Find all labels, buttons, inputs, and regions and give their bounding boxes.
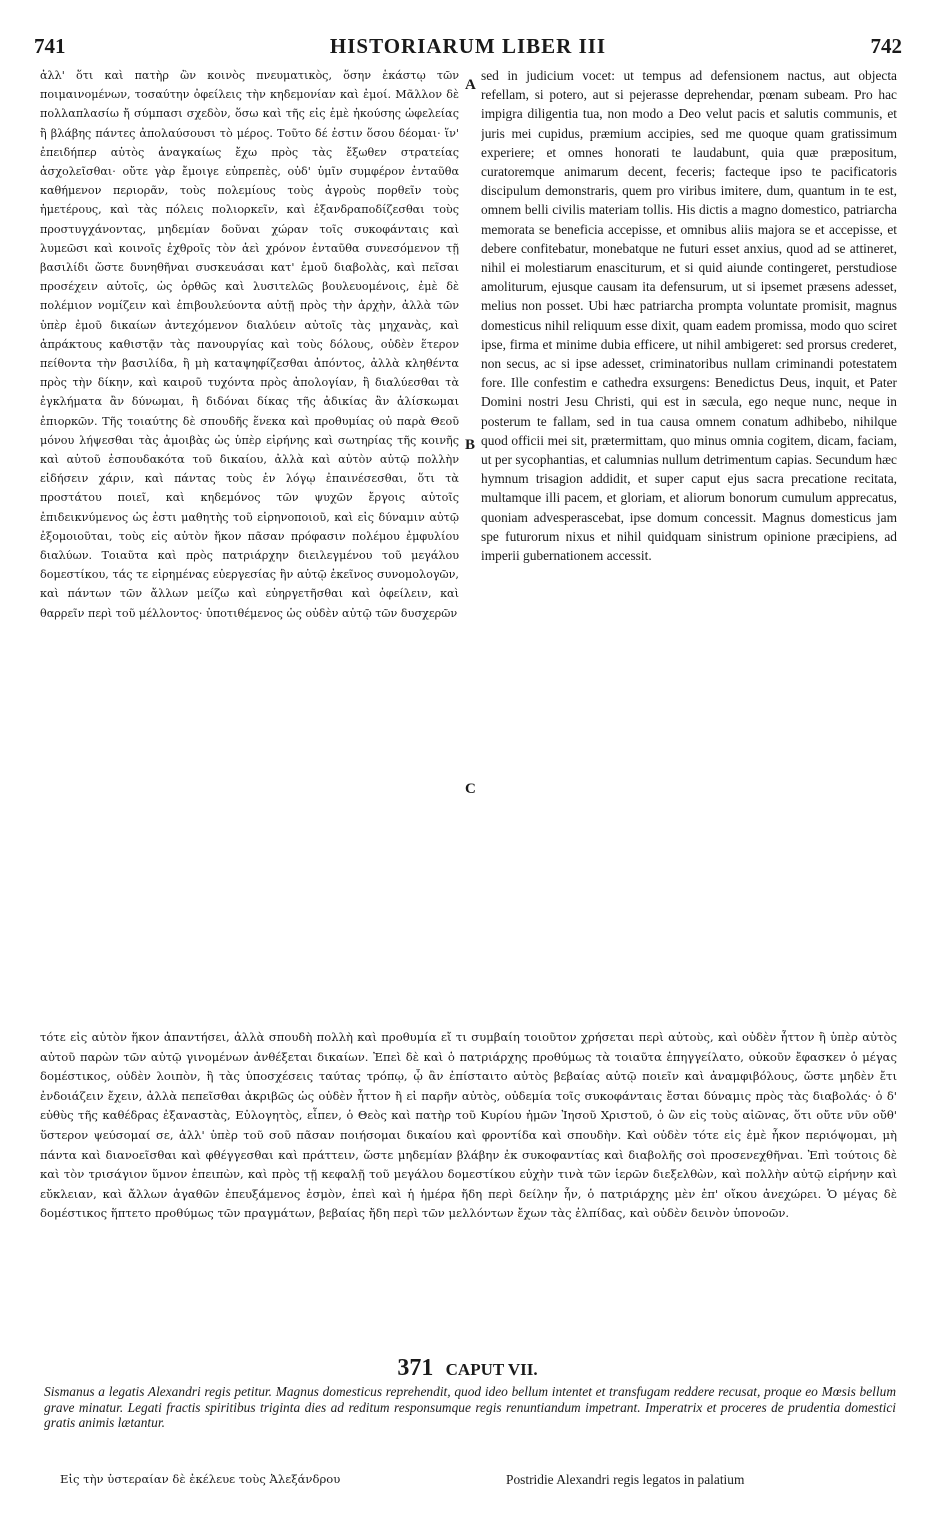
margin-marker-c: C — [465, 781, 476, 797]
chapter-number: 371 — [397, 1355, 434, 1381]
running-head — [34, 34, 902, 60]
latin-column: sed in judicium vocet: ut tempus ad defensionem nactus, aut objecta refellam, si potero, aut si pejerasse deprehendar, pœnam subeam. Pro hac impigra diligentia tua, non modo a Deo velut pacis et salutis communis, et juris mei cupidus, præmium accipies, sed me quoque quam gratissimum experiere; et omnes honorati te laudabunt, quia quæ præpositum, curatoremque animarum decent, feceris; facteque ipso te pacificatoris discipulum demonstraris, quem pro viribus imitere, dum, quantum in te est, omnem belli civilis materiam tollis. His dictis a magno domestico, patriarcha memorata se beneficia accepisse, et omnibus aliis majora se et accepisse, et debere confitebatur, monebatque ne futuri esset anxius, quod ad se attineret, nihil ei molestiarum enasciturum, et si quid aiunde contingeret, perstudiose amoliturum, ejusque causam ita defensurum, ut si ipsemet præsens adesset, melius non posset. Ubi hæc patriarcha prompta voluntate promisit, magnus domesticus nihil reliquum esse dixit, quam eadem promissa, modo quo sciret ipse, firma et minime dubia efficere, ut nihil ambigeret: sed prorsus crederet, non secus, ac si ipse adesset, criminatoribus nullam criminandi potestatem fore. Ille confestim e cathedra exsurgens: Benedictus Deus, inquit, et Pater Domini nostri Jesu Christi, qui est in sæcula, ego neque nunc, neque in posterum te fallam, sed in tua causa omnem conatum adhibebo, nihilque quod officii mei sit, prætermittam, quo minus omnia cogitem, dicam, faciam, ut per sycophantias, et calumnias nullum detrimentum capias. Secundum hæc hymnum trisagion addidit, et super caput ejus sacra precatione recitata, multamque illi pacem, et gloriam, et aliorum bonorum cumulum apprecatus, quoniam advesperascebat, ipse domum concessit. Magnus domesticus jam spe futurorum nixus et nihil quidquam sinistrum opinione præcipiens, ad imperii gubernationem accessit. — [481, 68, 897, 564]
margin-marker-a: A — [465, 77, 476, 93]
chapter-title: CAPUT VII. — [445, 1360, 538, 1379]
chapter-argument: Sismanus a legatis Alexandri regis petitur. Magnus domesticus reprehendit, quod ideo bellum intentet et transfugam reddere recusat, proque eo Mœsis bellum grave minatur. Legati fractis spiritibus triginta dies ad reditum responsumque regis renuntiandum impetrant. Imperatrix et proceres de prudentia domestici gratis animis lætantur. — [44, 1384, 896, 1431]
greek-column: ἀλλ' ὅτι καὶ πατὴρ ὢν κοινὸς πνευματικὸς, ὅσην ἑκάστῳ τῶν ποιμαινομένων, τοσαύτην ὀφείλεις τὴν κηδεμονίαν καὶ ἐμοί. Μᾶλλον δὲ πολλαπλασίω ἤ σύμπασι σχεδὸν, ὅσω καὶ τῆς εἰς ἐμὲ ἠκούσης ὠφελείας ἢ βλάβης πάντες ἀπολαύσουσι τὸ μέρος. Τοῦτο δέ ἐστιν ὅσου δέομαι· ἵν' ἐπειδήπερ αὐτὸς ἀναγκαίως ἔχω πρὸς τὰς ἔξωθεν στρατείας ἀσχολεῖσθαι· οὔτε γὰρ ἔμοιγε εὐπρεπὲς, οὐδ' ὑμῖν συμφέρον ἐνταῦθα καθήμενον περιορᾶν, τοὺς πολεμίους τοὺς ἀγροὺς πορθεῖν τοὺς ἡμετέρους, καὶ τὰς πόλεις πολιορκεῖν, καὶ ἐξανδραποδίζεσθαι τοὺς προστυγχάνοντας, μηδεμίαν δοῦναι χώραν τοῖς συκοφάνταις καὶ λυμεῶσι καὶ κοινοῖς ἐχθροῖς τὸν ἀεὶ χρόνον ἐνταῦθα συνεσόμενον τῇ βασιλίδι ὥστε δυνηθῆναι συσκευάσαι κατ' ἐμοῦ διαβολὰς, καὶ πεῖσαι προσέχειν αὐτοῖς, ὡς ὀρθῶς καὶ λυσιτελῶς βουλευομένοις, ἐμὲ δὲ πολέμιον νομίζειν καὶ ἐπιβουλεύοντα αὐτῇ πρὸς τὴν ἀρχὴν, ἀλλὰ τῶν ὑπὲρ ἐμοῦ δικαίων ἀντεχόμενον διαλύειν αὐτοῖς τὰς μηχανὰς, καὶ ἀπράκτους καθιστᾷν τὰς πανουργίας καὶ τοὺς δόλους, οὐδὲν ἕτερον πείθοντα τὴν βασιλίδα, ἢ μὴ καταψηφίζεσθαι ἀπόντος, ἀλλὰ κληθέντα πρὸς τὴν δίκην, καὶ καιροῦ τυχόντα πρὸς ἀπολογίαν, ἢ διαλύεσθαι τὰ ἐγκλήματα ἂν δύνωμαι, ἢ διδόναι δίκας τῆς ἀδικίας ἂν ἁλίσκωμαι ἐπιορκῶν. Τῆς τοιαύτης δὲ σπουδῆς ἕνεκα καὶ προθυμίας οὐ παρὰ Θεοῦ μόνου λήψεσθαι τὰς ἀμοιβὰς ὡς ὑπὲρ εἰρήνης καὶ σωτηρίας τῆς κοινῆς καὶ αὐτοῦ ἐσπουδακότα τοῦ δικαίου, ἀλλὰ καὶ αὐτὸν αὐτῷ πολλὴν εἰδήσειν χάριν, καὶ πάντας τοὺς ἐν λόγῳ ἐπαινέσεσθαι, ὅτι τὰ προστάτου ποιεῖ, καὶ κηδεμόνος τῶν ψυχῶν ἔργοις αὐτοῖς ἐπιδεικνύμενος ὡς ἐστι μαθητὴς τοῦ εἰρηνοποιοῦ, καὶ εἰς δύναμιν αὐτῷ ἐξομοιοῦται, τοὺς εἰς αὐτὸν ἥκον πᾶσαν πρόφασιν πολέμου ἐμφυλίου διαλύων. Τοιαῦτα καὶ πρὸς πατριάρχην διειλεγμένου τοῦ μεγάλου δομεστίκου, τάς τε εἰρημένας εὐεργεσίας ἣν αὐτῷ ἐκεῖνος συνομολογῶν, καὶ πάντων τῶν ἄλλων μείζω καὶ εὐηργετῆσθαι καὶ ὀφείλειν, καὶ θαρρεῖν περὶ τοῦ μέλλοντος· ὑποτιθέμενος ὡς οὐδὲν αὐτῷ τῶν δυσχερῶν — [40, 69, 459, 620]
bottom-greek-line: Εἰς τὴν ὑστεραίαν δὲ ἐκέλευε τοὺς Ἀλεξάνδρου — [60, 1472, 341, 1486]
page-number-right: 742 — [870, 34, 902, 58]
chapter-heading — [0, 1355, 935, 1382]
book-title: HISTORIARUM LIBER III — [329, 34, 607, 58]
margin-marker-b: B — [465, 437, 476, 453]
greek-full-width-text: τότε εἰς αὐτὸν ἥκον ἀπαντήσει, ἀλλὰ σπουδὴ πολλὴ καὶ προθυμία εἴ τι συμβαίη τοιοῦτον χρήσεται περὶ αὐτοὺς, καὶ οὐδὲν ἧττον ἢ ὑπὲρ αὐτὸς αὐτοῦ παρὼν τῶν αὐτῷ γινομένων ἀνθέξεται δικαίων. Ἐπεὶ δὲ καὶ ὁ πατριάρχης προθύμως τὰ τοιαῦτα ἐπηγγείλατο, οὐκοῦν ἔφασκεν ὁ μέγας δομέστικος, οὐδὲν λοιπὸν, ἢ τὰς ὑποσχέσεις ταύτας τρόπῳ, ᾧ ἂν ἐπίσταιτο αὐτὸς βεβαίας αὐτῷ ποιεῖν καὶ ἀναμφιβόλους, ὥστε μηδὲν ἔτι ἐνδοιάζειν ἔχειν, ἀλλὰ πεπεῖσθαι ἀκριβῶς ὡς οὐδὲν ἧττον ἢ εἰ παρῆν αὐτὸς, οὐδεμία τοῖς συκοφάνταις ἔσται δύναμις πρὸς τὰς διαβολάς· ὁ δ' εὐθὺς τῆς καθέδρας ἐξαναστὰς, Εὐλογητὸς, εἶπεν, ὁ Θεὸς καὶ πατὴρ τοῦ Κυρίου ἡμῶν Ἰησοῦ Χριστοῦ, ὁ ὢν εἰς τοὺς αἰῶνας, ὅτι οὔτε νῦν οὔθ' ὕστερον ψεύσομαί σε, ἀλλ' ὑπὲρ τοῦ σοῦ πᾶσαν ποιήσομαι δικαίου καὶ φροντίδα καὶ σπουδὴν. Καὶ οὐδὲν τότε εἰς ἐμὲ ἧκον περιόψομαι, μὴ πάντα καὶ διανοεῖσθαι καὶ φθέγγεσθαι καὶ πράττειν, ὥστε μηδεμίαν βλάβην ἐκ συκοφαντίας καὶ διαβολῆς σοὶ προσενεχθῆναι. Ἐπὶ τούτοις δὲ καὶ τὸν τρισάγιον ὕμνον ἐπειπὼν, καὶ πρὸς τῇ κεφαλῇ τοῦ μεγάλου δομεστίκου εὐχὴν τινὰ τῶν ἱερῶν διεξελθὼν, καὶ πολλὴν αὐτῷ εἰρήνην καὶ εὔκλειαν, καὶ ἄλλων ἀγαθῶν ἐπευξάμενος ἐσμὸν, ἐπεὶ καὶ ἡ ἡμέρα ἤδη περὶ δείλην ἦν, ὁ πατριάρχης μὲν ἐπ' οἴκου ἀνεχώρει. Ὁ μέγας δὲ δομέστικος ἥπτετο προθύμως τῶν πραγμάτων, βεβαίας ἤδη περὶ τῶν μελλόντων ἔχων τὰς ἐλπίδας, καὶ οὐδὲν δεινὸν ὑπονοῶν. — [40, 1030, 897, 1221]
page-number-left: 741 — [34, 34, 66, 58]
bottom-latin-line: Postridie Alexandri regis legatos in palatium — [506, 1472, 745, 1487]
